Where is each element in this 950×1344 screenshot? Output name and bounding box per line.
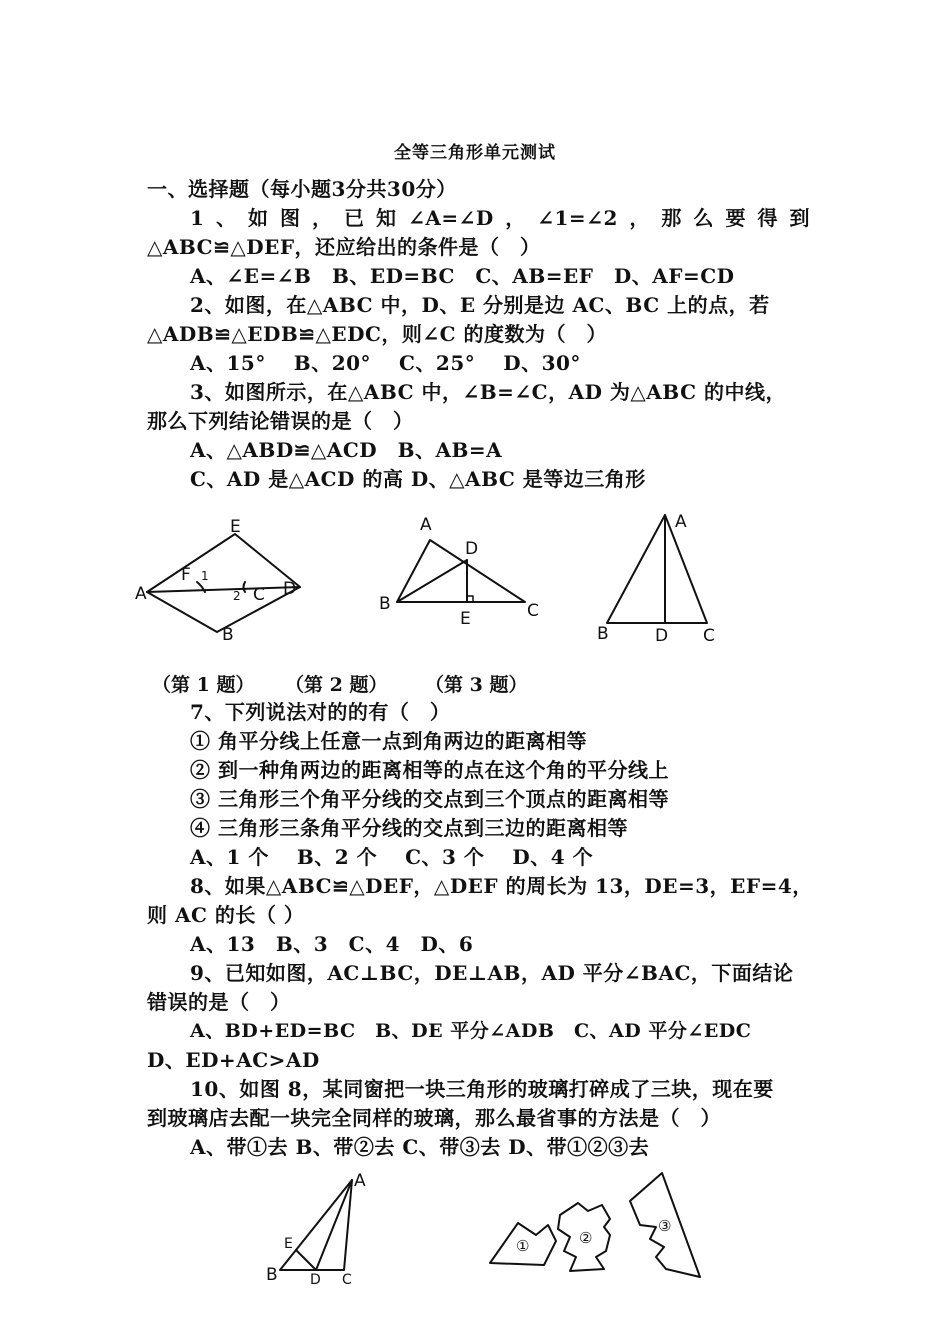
fig1-label-d: D <box>283 579 297 599</box>
page-title: 全等三角形单元测试 <box>394 143 556 163</box>
q7-item-2: ② 到一种角两边的距离相等的点在这个角的平分线上 <box>190 758 669 782</box>
q7-item-3: ③ 三角形三个角平分线的交点到三个顶点的距离相等 <box>190 787 669 811</box>
q2-options: A、15° B、20° C、25° D、30° <box>190 351 581 375</box>
q7-options: A、1 个 B、2 个 C、3 个 D、4 个 <box>190 845 594 869</box>
q3-line1: 3、如图所示，在△ABC 中，∠B=∠C，AD 为△ABC 的中线， <box>190 380 786 404</box>
q2-line2: △ADB≌△EDB≌△EDC，则∠C 的度数为（ ） <box>147 322 608 346</box>
q10-line1: 10、如图 8，某同窗把一块三角形的玻璃打碎成了三块，现在要 <box>190 1077 774 1101</box>
fig2-label-d: D <box>465 539 479 559</box>
q3-line2: 那么下列结论错误的是（ ） <box>147 409 414 433</box>
fig1-label-a: A <box>135 584 147 604</box>
fig1-label-f: F <box>181 565 191 585</box>
fig3-label-a: A <box>675 512 687 532</box>
fig3-label-d: D <box>655 626 669 646</box>
caption-q2: （第 2 题） <box>285 674 388 696</box>
caption-q3: （第 3 题） <box>425 674 528 696</box>
figure-q1 <box>135 512 315 652</box>
section-heading: 一、选择题（每小题3分共30分） <box>147 177 457 201</box>
figure-q3 <box>595 505 735 655</box>
fig9-label-b: B <box>266 1265 278 1285</box>
q8-options: A、13 B、3 C、4 D、6 <box>190 932 474 956</box>
q7-item-1: ① 角平分线上任意一点到角两边的距离相等 <box>190 729 587 753</box>
fig2-label-c: C <box>527 601 539 621</box>
q7-stem: 7、下列说法对的的有（ ） <box>190 700 451 724</box>
fig3-label-b: B <box>597 624 609 644</box>
q1-line2: △ABC≌△DEF，还应给出的条件是（ ） <box>147 235 541 259</box>
caption-q1: （第 1 题） <box>152 674 255 696</box>
q3-options-1: A、△ABD≌△ACD B、AB=A <box>190 438 503 462</box>
q8-line2: 则 AC 的长（ ） <box>147 903 305 927</box>
figure-q2 <box>375 512 565 642</box>
glass-piece-1-label: ① <box>516 1237 530 1255</box>
fig1-label-e: E <box>230 517 241 537</box>
fig1-label-angle-2: 2 <box>233 589 241 603</box>
figure-q9 <box>262 1172 382 1292</box>
fig2-label-e: E <box>460 609 471 629</box>
q9-line1: 9、已知如图，AC⊥BC，DE⊥AB，AD 平分∠BAC，下面结论 <box>190 961 794 985</box>
q2-line1: 2、如图，在△ABC 中，D、E 分别是边 AC、BC 上的点，若 <box>190 293 770 317</box>
glass-piece-3-label: ③ <box>658 1217 672 1235</box>
q3-options-2: C、AD 是△ACD 的高 D、△ABC 是等边三角形 <box>190 467 646 491</box>
glass-piece-2-label: ② <box>579 1229 593 1247</box>
fig1-label-b: B <box>222 625 234 645</box>
fig9-label-c: C <box>342 1272 352 1288</box>
q10-options: A、带①去 B、带②去 C、带③去 D、带①②③去 <box>190 1135 650 1159</box>
q8-line1: 8、如果△ABC≌△DEF，△DEF 的周长为 13，DE=3，EF=4， <box>190 874 813 898</box>
q1-line1: 1、如图，已知∠A=∠D，∠1=∠2，那么要得到 <box>190 206 810 230</box>
q1-options: A、∠E=∠B B、ED=BC C、AB=EF D、AF=CD <box>190 264 735 288</box>
q9-options-2: D、ED+AC>AD <box>147 1048 320 1072</box>
q7-item-4: ④ 三角形三条角平分线的交点到三边的距离相等 <box>190 816 628 840</box>
figure-q10-glass-pieces <box>478 1165 718 1290</box>
q9-line2: 错误的是（ ） <box>147 990 291 1014</box>
fig1-label-c: C <box>253 585 265 605</box>
q10-line2: 到玻璃店去配一块完全同样的玻璃，那么最省事的方法是（ ） <box>147 1106 721 1130</box>
q9-options-1: A、BD+ED=BC B、DE 平分∠ADB C、AD 平分∠EDC <box>190 1020 752 1042</box>
fig9-label-e: E <box>284 1236 293 1252</box>
fig2-label-b: B <box>379 594 391 614</box>
fig2-label-a: A <box>420 515 432 535</box>
fig1-label-angle-1: 1 <box>201 569 209 583</box>
fig9-label-d: D <box>310 1272 321 1288</box>
fig9-label-a: A <box>354 1171 366 1191</box>
fig3-label-c: C <box>703 626 715 646</box>
